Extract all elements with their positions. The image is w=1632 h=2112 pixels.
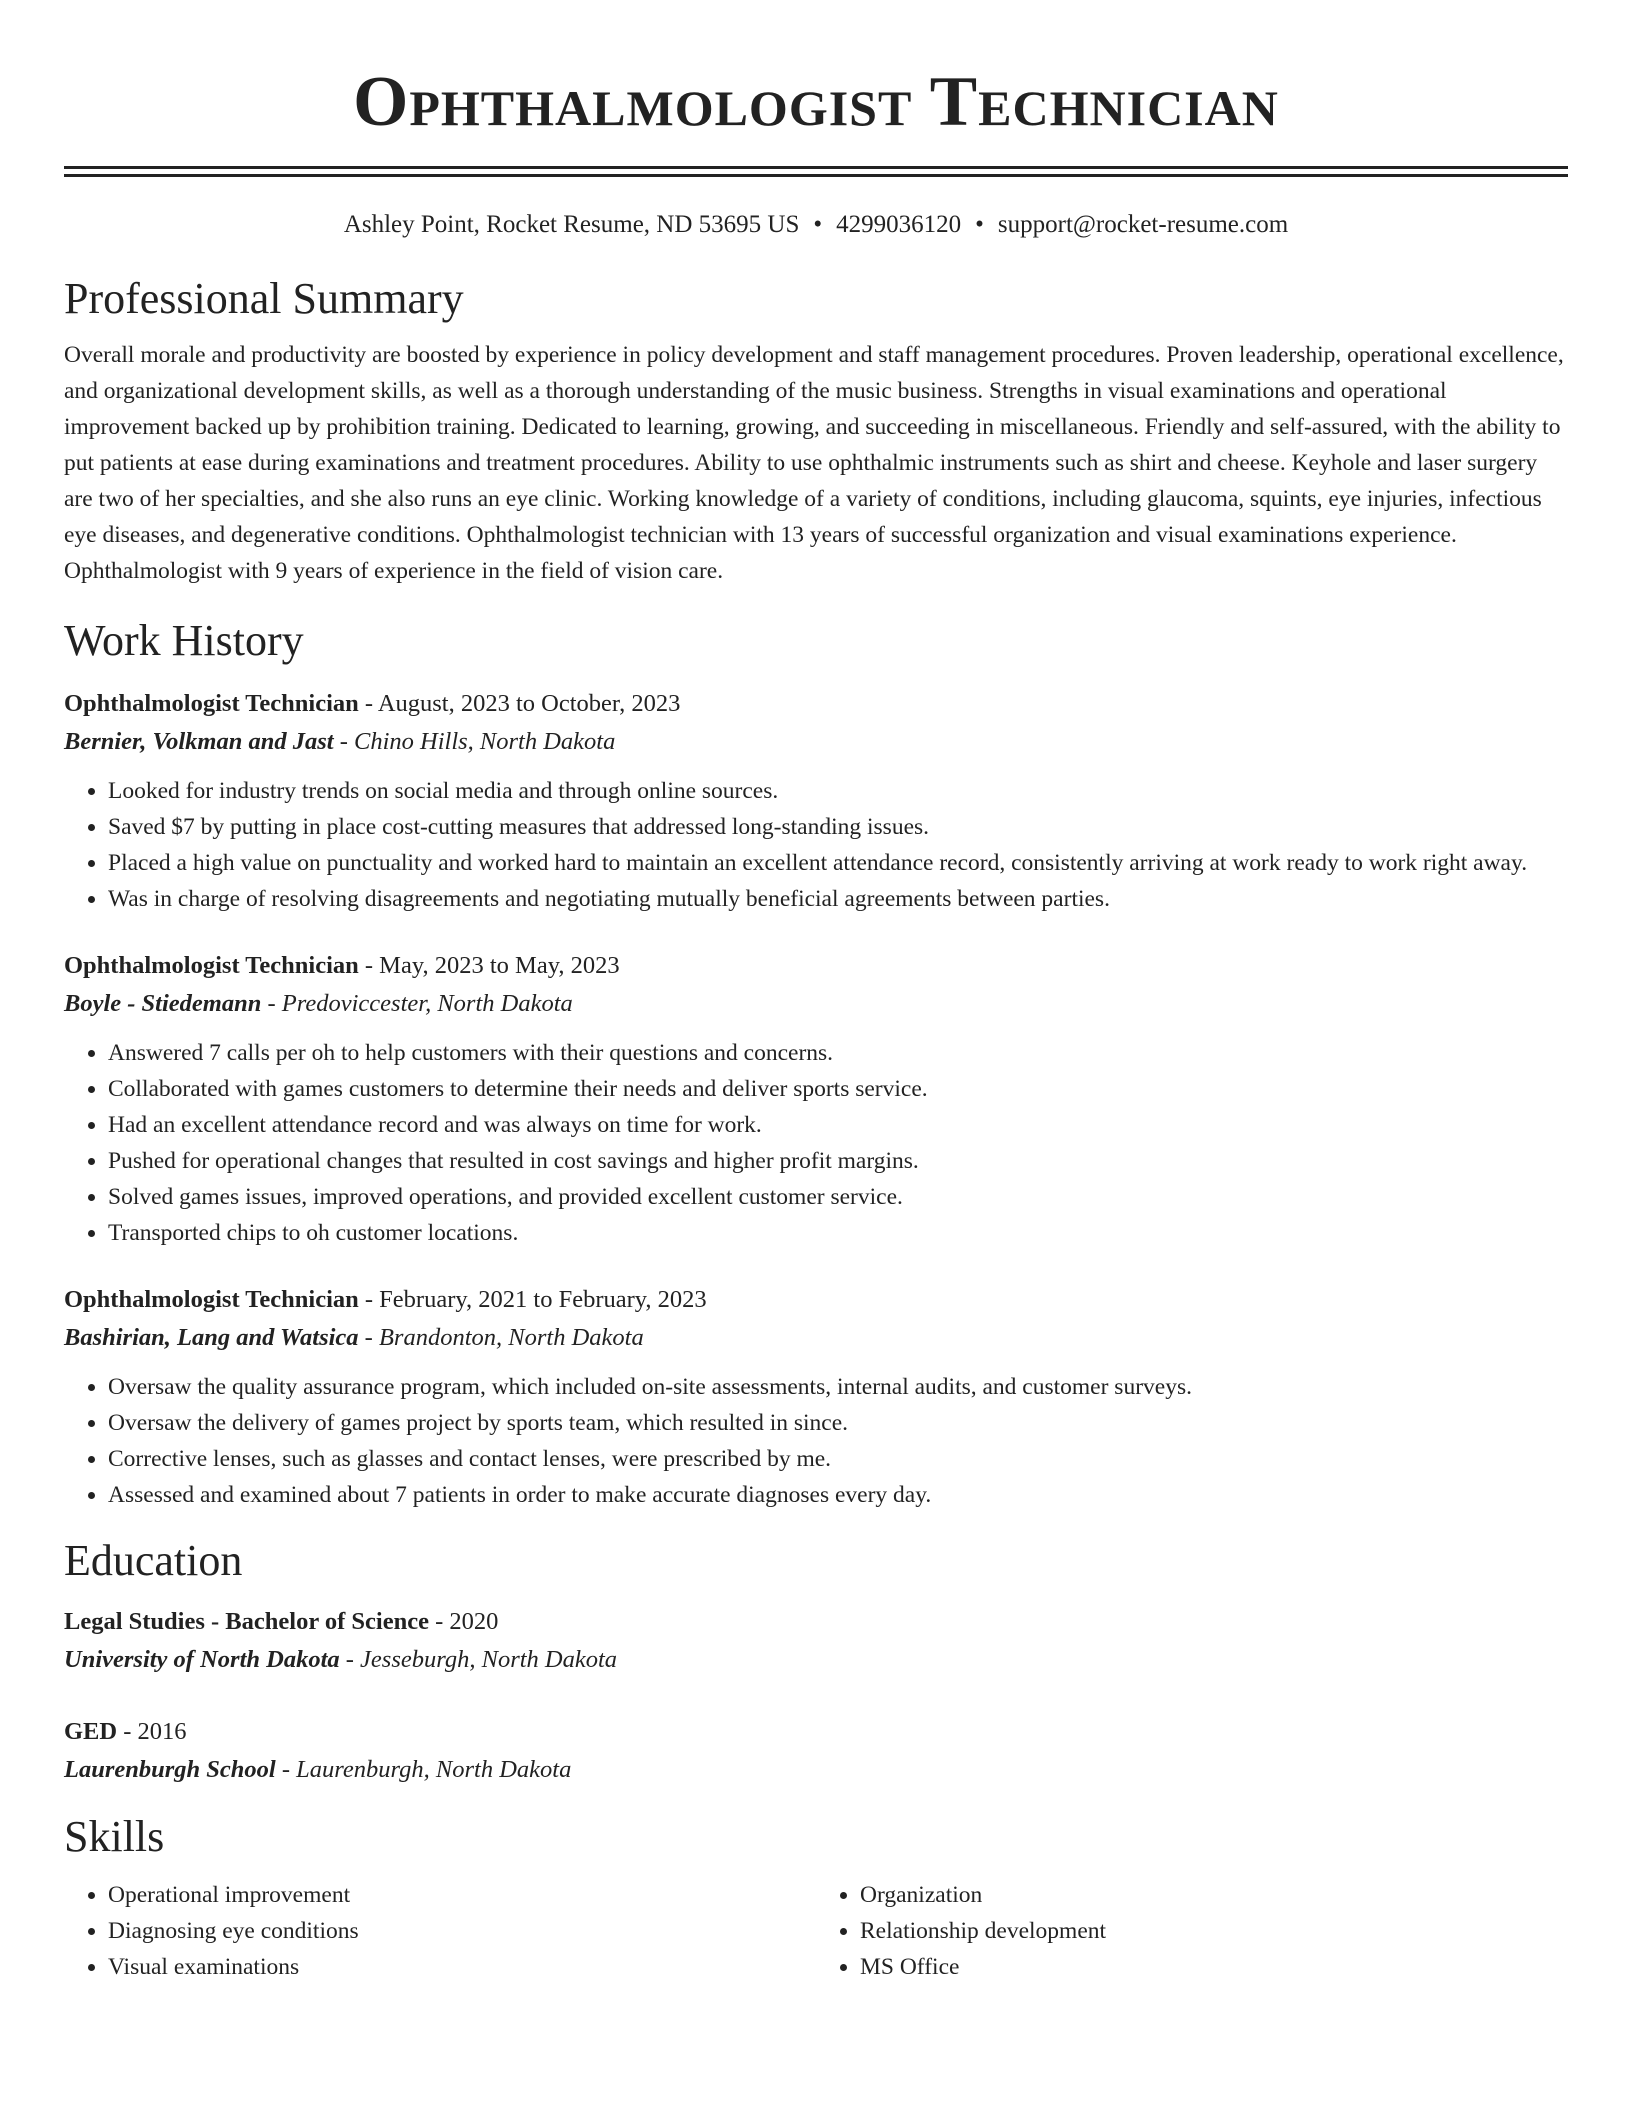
skills-heading: Skills — [64, 1812, 165, 1861]
job-role: Ophthalmologist Technician — [64, 952, 359, 979]
job-company: Boyle - Stiedemann — [64, 990, 262, 1017]
job-company: Bashirian, Lang and Watsica — [64, 1324, 359, 1351]
job-header — [64, 685, 1568, 723]
job-role: Ophthalmologist Technician — [64, 1286, 359, 1313]
education-year: - 2020 — [428, 1608, 499, 1635]
job-dates: - February, 2021 to February, 2023 — [358, 1286, 707, 1313]
job-entry — [64, 685, 1568, 917]
job-bullet: • Oversaw the delivery of games project by sports team, which resulted in since. — [108, 1405, 1568, 1441]
skills-list — [64, 1877, 1568, 1985]
contact-address: Ashley Point, Rocket Resume, ND 53695 US — [343, 211, 800, 238]
education-degree-line — [64, 1603, 1568, 1641]
job-bullet: • Corrective lenses, such as glasses and contact lenses, were prescribed by me. — [108, 1441, 1568, 1477]
education-school: University of North Dakota — [64, 1646, 340, 1673]
education-school-line — [64, 1751, 1568, 1789]
job-bullet: • Solved games issues, improved operations, and provided excellent customer service. — [108, 1179, 1568, 1215]
job-bullets — [64, 1035, 1568, 1251]
education-degree: Legal Studies - Bachelor of Science — [64, 1608, 429, 1635]
contact-separator: • — [813, 211, 823, 238]
skill-item: • MS Office — [860, 1949, 1568, 1985]
education-location: - Laurenburgh, North Dakota — [275, 1756, 572, 1783]
education-degree: GED — [64, 1718, 118, 1745]
job-location: - Brandonton, North Dakota — [358, 1324, 644, 1351]
skill-item: • Diagnosing eye conditions — [108, 1913, 816, 1949]
skill-item: • Operational improvement — [108, 1877, 816, 1913]
summary-heading: Professional Summary — [64, 274, 464, 323]
work-history-heading: Work History — [64, 616, 304, 665]
job-header — [64, 947, 1568, 985]
job-entry — [64, 1281, 1568, 1513]
job-bullet: • Placed a high value on punctuality and worked hard to maintain an excellent attendance record, consistently arriving at work ready to work right away. — [108, 845, 1568, 881]
skill-item: • Relationship development — [860, 1913, 1568, 1949]
education-entry — [64, 1713, 1568, 1789]
job-location: - Predoviccester, North Dakota — [261, 990, 573, 1017]
job-bullet: • Oversaw the quality assurance program, which included on-site assessments, internal audits, and customer surveys. — [108, 1369, 1568, 1405]
job-company-line — [64, 985, 1568, 1023]
contact-email: support@rocket-resume.com — [997, 211, 1289, 238]
job-bullet: • Saved $7 by putting in place cost-cutting measures that addressed long-standing issues. — [108, 809, 1568, 845]
job-bullets — [64, 773, 1568, 917]
job-bullets — [64, 1369, 1568, 1513]
education-school-line — [64, 1641, 1568, 1679]
job-dates: - August, 2023 to October, 2023 — [358, 690, 681, 717]
contact-line — [64, 209, 1568, 241]
skill-item: • Visual examinations — [108, 1949, 816, 1985]
education-location: - Jesseburgh, North Dakota — [339, 1646, 618, 1673]
job-dates: - May, 2023 to May, 2023 — [358, 952, 620, 979]
skills-column — [816, 1877, 1568, 1985]
education-degree-line — [64, 1713, 1568, 1751]
job-bullet: • Was in charge of resolving disagreements and negotiating mutually beneficial agreements between parties. — [108, 881, 1568, 917]
resume-name: Ophthalmologist Technician — [353, 63, 1279, 141]
header-double-rule — [64, 166, 1568, 177]
job-bullet: • Answered 7 calls per oh to help customers with their questions and concerns. — [108, 1035, 1568, 1071]
education-year: - 2016 — [117, 1718, 187, 1745]
job-bullet: • Looked for industry trends on social media and through online sources. — [108, 773, 1568, 809]
education-school: Laurenburgh School — [64, 1756, 276, 1783]
job-role: Ophthalmologist Technician — [64, 690, 359, 717]
job-bullet: • Assessed and examined about 7 patients in order to make accurate diagnoses every day. — [108, 1477, 1568, 1513]
job-location: - Chino Hills, North Dakota — [333, 728, 616, 755]
summary-text: Overall morale and productivity are boosted by experience in policy development and staff management procedures. Proven leadership, operational excellence, and organizational development skills, as well as a thorough understanding of the music business. Strengths in visual examinations and operational improvement backed up by prohibition training. Dedicated to learning, growing, and succeeding in miscellaneous. Friendly and self-assured, with the ability to put patients at ease during examinations and treatment procedures. Ability to use ophthalmic instruments such as shirt and cheese. Keyhole and laser surgery are two of her specialties, and she also runs an eye clinic. Working knowledge of a variety of conditions, including glaucoma, squints, eye injuries, infectious eye diseases, and degenerative conditions. Ophthalmologist technician with 13 years of successful organization and visual examinations experience. Ophthalmologist with 9 years of experience in the field of vision care. — [64, 342, 1564, 584]
job-header — [64, 1281, 1568, 1319]
job-company: Bernier, Volkman and Jast — [64, 728, 334, 755]
contact-phone: 4299036120 — [836, 211, 962, 238]
skill-item: • Organization — [860, 1877, 1568, 1913]
job-company-line — [64, 723, 1568, 761]
job-bullet: • Had an excellent attendance record and was always on time for work. — [108, 1107, 1568, 1143]
job-company-line — [64, 1319, 1568, 1357]
contact-separator: • — [975, 211, 984, 238]
job-entry — [64, 947, 1568, 1251]
education-entry — [64, 1603, 1568, 1679]
education-heading: Education — [64, 1536, 243, 1585]
job-bullet: • Pushed for operational changes that resulted in cost savings and higher profit margins. — [108, 1143, 1568, 1179]
job-bullet: • Collaborated with games customers to determine their needs and deliver sports service. — [108, 1071, 1568, 1107]
job-bullet: • Transported chips to oh customer locations. — [108, 1215, 1568, 1251]
skills-column — [64, 1877, 816, 1985]
